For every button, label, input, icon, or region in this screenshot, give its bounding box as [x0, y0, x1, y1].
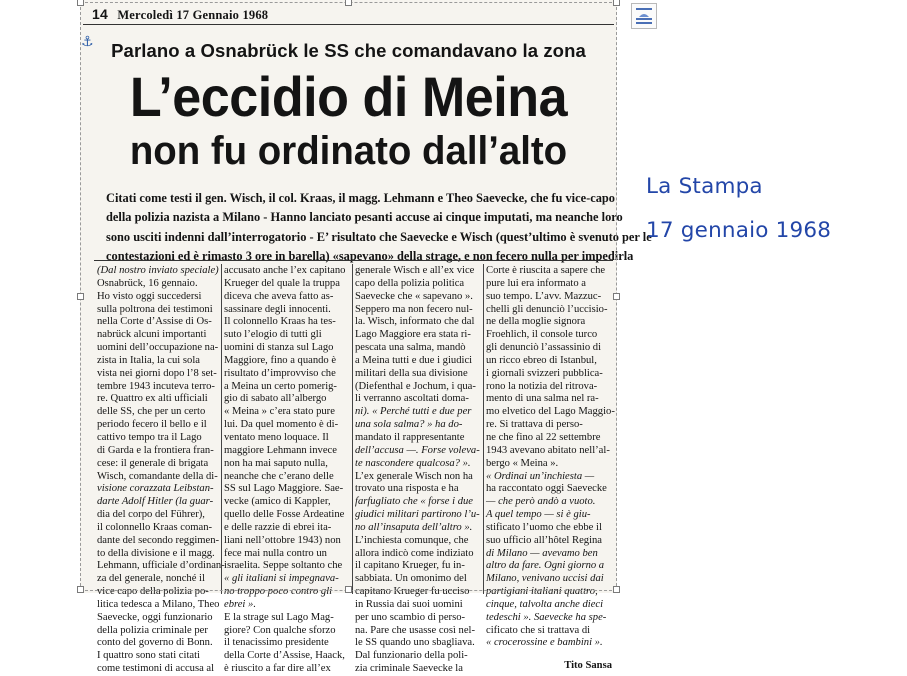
- article-line: accusato anche l’ex capitano: [224, 265, 346, 276]
- article-line: bergo « Meina ».: [486, 457, 559, 469]
- article-line: il capitano Krueger, fu in-: [355, 560, 465, 572]
- top-rule: [83, 24, 614, 25]
- article-line: SS sul Lago Maggiore. Sae-: [224, 483, 344, 495]
- article-line: Lago Maggiore era stata ri-: [355, 329, 471, 341]
- article-line: ni). « Perché tutti e due per: [355, 406, 472, 418]
- article-line: lui. Da quel momento è di-: [224, 419, 339, 431]
- article-line: a Meina tutti e due i giudici: [355, 354, 473, 366]
- article-line: non ha mai saputo nulla,: [224, 457, 328, 469]
- resize-handle[interactable]: [77, 0, 84, 6]
- article-line: la. Wisch, informato che dal: [355, 316, 475, 328]
- caption-date: 17 gennaio 1968: [646, 218, 832, 243]
- article-line: di Garda e la frontiera fran-: [97, 444, 214, 456]
- article-line: Il colonnello Kraas ha tes-: [224, 316, 336, 328]
- article-line: Milano, venivano uccisi dai: [486, 573, 604, 585]
- article-line: Ho visto oggi succedersi: [97, 290, 202, 302]
- article-line: litica tedesca a Milano, Theo: [97, 598, 220, 610]
- article-line: suto l’elogio di tutti gli: [224, 329, 322, 341]
- article-line: per uno scambio di perso-: [355, 611, 466, 623]
- article-line: dell’accusa —. Forse voleva-: [355, 444, 480, 456]
- article-line: « Ordinai un’inchiesta —: [486, 470, 595, 482]
- article-line: zista in Italia, la cui sola: [97, 354, 200, 366]
- summary-line: sono usciti indenni dall’interrogatorio - E’ risultato che Saevecke e Wisch (quest’ultimo è svenuto per le: [106, 229, 652, 244]
- article-line: cese: il generale di brigata: [97, 457, 209, 469]
- article-line: è riuscito a far dire all’ex: [224, 663, 331, 675]
- page-number: 14: [92, 6, 108, 22]
- anchor-icon[interactable]: ⚓: [81, 34, 94, 50]
- article-line: visione corazzata Leibstan-: [97, 483, 214, 495]
- article-line: « Meina » c’era stato pure: [224, 406, 335, 418]
- article-line: 1943 avevano abitato nell’al-: [486, 444, 610, 456]
- article-line: cinque, talvolta anche dieci: [486, 598, 604, 610]
- article-line: a Meina un certo pomerig-: [224, 380, 337, 392]
- article-line: dia del corpo del Führer),: [97, 509, 205, 521]
- article-line: giore? Con qualche sforzo: [224, 624, 336, 636]
- article-line: ne della moglie signora: [486, 316, 586, 328]
- article-line: ebrei ».: [224, 598, 256, 610]
- article-line: della polizia criminale per: [97, 624, 208, 636]
- article-line: I quattro sono stati citati: [97, 650, 200, 662]
- column-divider: [352, 264, 353, 594]
- article-column-4: [486, 265, 615, 673]
- article-line: ventato meno loquace. Il: [224, 431, 329, 443]
- article-line: israelita. Seppe soltanto che: [224, 560, 343, 572]
- headline: [80, 65, 617, 173]
- article-line: uomini di stanza sul Lago: [224, 342, 334, 354]
- article-line: diceva che aveva fatto as-: [224, 290, 334, 302]
- article-line: farfugliato che « forse i due: [355, 496, 473, 508]
- article-line: Maggiore, fino a quando è: [224, 354, 337, 366]
- article-line: sabbiata. Un omonimo del: [355, 573, 467, 585]
- resize-handle[interactable]: [613, 586, 620, 593]
- article-line: i giornali svizzeri pubblica-: [486, 367, 603, 379]
- article-line: zia criminale Saevecke la: [355, 663, 463, 675]
- article-line: uomini dell’occupazione na-: [97, 342, 219, 354]
- article-line: pescata una salma, mandò: [355, 342, 466, 354]
- article-line: delle SS, che per un certo: [97, 406, 206, 418]
- article-line: Dal funzionario della poli-: [355, 650, 468, 662]
- article-line: darte Adolf Hitler (la guar-: [97, 496, 214, 508]
- article-line: Seppero ma non fecero nul-: [355, 303, 473, 315]
- resize-handle[interactable]: [345, 0, 352, 6]
- article-line: ne che fino al 22 settembre: [486, 431, 601, 443]
- article-line: giudici militari partirono l’u-: [355, 509, 480, 521]
- summary: [106, 189, 652, 267]
- article-line: una sola salma? » ha do-: [355, 419, 463, 431]
- article-line: allora indicò come indiziato: [355, 547, 474, 559]
- article-column-3: [355, 265, 483, 676]
- article-line: gli denunciò l’assassinio di: [486, 342, 602, 354]
- article-line: re. Quattro ex alti ufficiali: [97, 393, 208, 405]
- article-line: no all’insaputa dell’altro ».: [355, 521, 473, 533]
- article-line: suo ufficio all’hôtel Regina: [486, 534, 603, 546]
- article-line: za del generale, nonché il: [97, 573, 205, 585]
- article-line: mento di una salma nel ra-: [486, 393, 599, 405]
- headline-line-1: L’eccidio di Meina: [129, 65, 568, 128]
- article-line: periodo fecero il bello e il: [97, 419, 207, 431]
- kicker: Parlano a Osnabrück le SS che comandavano la zona: [111, 40, 586, 61]
- article-line: pure lui era informato a: [486, 277, 587, 289]
- article-line: e delle razzie di ebrei ita-: [224, 521, 332, 533]
- article-line: capitano Krueger fu ucciso: [355, 586, 470, 598]
- article-line: vecke (amico di Kappler,: [224, 496, 331, 508]
- article-line: vista nei giorni dopo l’8 set-: [97, 367, 217, 379]
- article-line: le SS quando uno sbagliava.: [355, 637, 475, 649]
- article-line: in Russia dai suoi uomini: [355, 598, 463, 610]
- article-line: — che però andò a vuoto.: [486, 496, 596, 508]
- article-line: gio di sabato all’albergo: [224, 393, 327, 405]
- article-line: Wisch, comandante della di-: [97, 470, 218, 482]
- resize-handle[interactable]: [613, 293, 620, 300]
- article-line: (Diefenthal e Jochum, i qua-: [355, 380, 476, 392]
- article-line: generale Wisch e all’ex vice: [355, 265, 475, 276]
- column-divider: [483, 264, 484, 594]
- article-line: maggiore Lehmann invece: [224, 444, 337, 456]
- summary-line: contestazioni ed è rimasto 3 ore in barella) «sapevano» della strage, e non fecero nulla per impedirla: [106, 249, 634, 264]
- summary-line: della polizia nazista a Milano - Hanno lanciato pesanti accuse ai cinque imputati, ma neanche loro: [106, 210, 623, 225]
- article-line: re. Si trattava di perso-: [486, 419, 583, 431]
- article-line: Froehlich, il console turco: [486, 329, 598, 341]
- article-line: suo tempo. L’avv. Mazzuc-: [486, 290, 602, 302]
- article-line: neanche che c’erano delle: [224, 470, 334, 482]
- article-line: il colonnello Kraas coman-: [97, 521, 213, 533]
- article-line: risultato d’improvviso che: [224, 367, 336, 379]
- article-line: A quel tempo — si è giu-: [486, 509, 591, 521]
- article-line: chelli gli denunciò l’uccisio-: [486, 303, 608, 315]
- article-line: mo elvetico del Lago Maggio-: [486, 406, 615, 418]
- article-line: li verranno ascoltati doma-: [355, 393, 469, 405]
- summary-line: Citati come testi il gen. Wisch, il col. Kraas, il magg. Lehmann e Theo Saevecke, che fu vice-capo: [106, 191, 615, 205]
- article-line: altro da fare. Ogni giorno a: [486, 560, 605, 572]
- article-line: stificato l’uomo che ebbe il: [486, 521, 602, 533]
- layout-options-icon[interactable]: [631, 3, 657, 29]
- article-line: di Milano — avevamo ben: [486, 547, 598, 559]
- article-line: E la strage sul Lago Mag-: [224, 611, 334, 623]
- article-line: quello delle Fosse Ardeatine: [224, 509, 345, 521]
- article-line: sulla poltrona dei testimoni: [97, 303, 213, 315]
- article-line: tedeschi ». Saevecke ha spe-: [486, 611, 607, 623]
- article-line: liani nell’ottobre 1943) non: [224, 534, 341, 546]
- headline-line-2: non fu ordinato dall’alto: [129, 129, 568, 173]
- article-line: Krueger del quale la truppa: [224, 277, 340, 289]
- article-line: trovato una risposta e ha: [355, 483, 459, 495]
- article-line: na. Pare che usasse così nel-: [355, 624, 476, 636]
- column-divider: [221, 264, 222, 594]
- article-line: no troppo poco contro gli: [224, 586, 333, 598]
- article-line: nabrück alcuni importanti: [97, 329, 207, 341]
- article-line: Saevecke che « sapevano ».: [355, 290, 473, 302]
- newspaper-clipping-image[interactable]: [80, 0, 652, 675]
- article-column-2: [224, 265, 351, 676]
- resize-handle[interactable]: [613, 0, 620, 6]
- article-line: Saevecke, oggi funzionario: [97, 611, 213, 623]
- article-line: L’inchiesta comunque, che: [355, 534, 469, 546]
- article-line: capo della polizia politica: [355, 277, 465, 289]
- article-line: come testimoni di accusa al: [97, 663, 215, 675]
- article-line: rono la notizia del ritrova-: [486, 380, 598, 392]
- dateline-date: Mercoledì 17 Gennaio 1968: [117, 8, 269, 22]
- article-line: cificato che si trattava di: [486, 624, 591, 636]
- article-line: cattivo tempo tra il Lago: [97, 431, 202, 443]
- article-line: nella Corte d’Assise di Os-: [97, 316, 212, 328]
- article-line: fece mai nulla contro un: [224, 547, 327, 559]
- article-line: tembre 1943 incuteva terro-: [97, 380, 215, 392]
- article-line: dante del secondo reggimen-: [97, 534, 220, 546]
- article-line: mandato il rappresentante: [355, 431, 465, 443]
- article-line: (Dal nostro inviato speciale): [97, 265, 219, 276]
- article-line: sassinare degli innocenti.: [224, 303, 331, 315]
- article-line: L’ex generale Wisch non ha: [355, 470, 473, 482]
- caption-source: La Stampa: [646, 174, 763, 199]
- resize-handle[interactable]: [77, 293, 84, 300]
- article-column-1: [97, 265, 225, 676]
- article-line: conto del governo di Bonn.: [97, 637, 213, 649]
- article-line: to della divisione e il magg.: [97, 547, 215, 559]
- article-line: vice capo della polizia po-: [97, 586, 209, 598]
- article-line: te nascondere qualcosa? ».: [355, 457, 471, 469]
- resize-handle[interactable]: [77, 586, 84, 593]
- article-line: Corte è riuscita a sapere che: [486, 265, 606, 276]
- dateline: [92, 6, 268, 23]
- article-line: militari della sua divisione: [355, 367, 468, 379]
- article-line: « crocerossine e bambini ».: [486, 637, 603, 649]
- article-line: partigiani italiani quattro,: [486, 586, 598, 598]
- article-line: Osnabrück, 16 gennaio.: [97, 277, 198, 289]
- resize-handle[interactable]: [345, 586, 352, 593]
- article-line: Lehmann, ufficiale d’ordinan-: [97, 560, 225, 572]
- article-line: della Corte d’Assise, Haack,: [224, 650, 345, 662]
- article-line: un ricco ebreo di Istanbul,: [486, 354, 597, 366]
- article-line: il tenacissimo presidente: [224, 637, 329, 649]
- article-line: « gli italiani si impegnava-: [224, 573, 339, 585]
- summary-rule: [94, 260, 613, 261]
- article-line: Tito Sansa: [564, 660, 612, 672]
- article-line: ha raccontato oggi Saevecke: [486, 483, 607, 495]
